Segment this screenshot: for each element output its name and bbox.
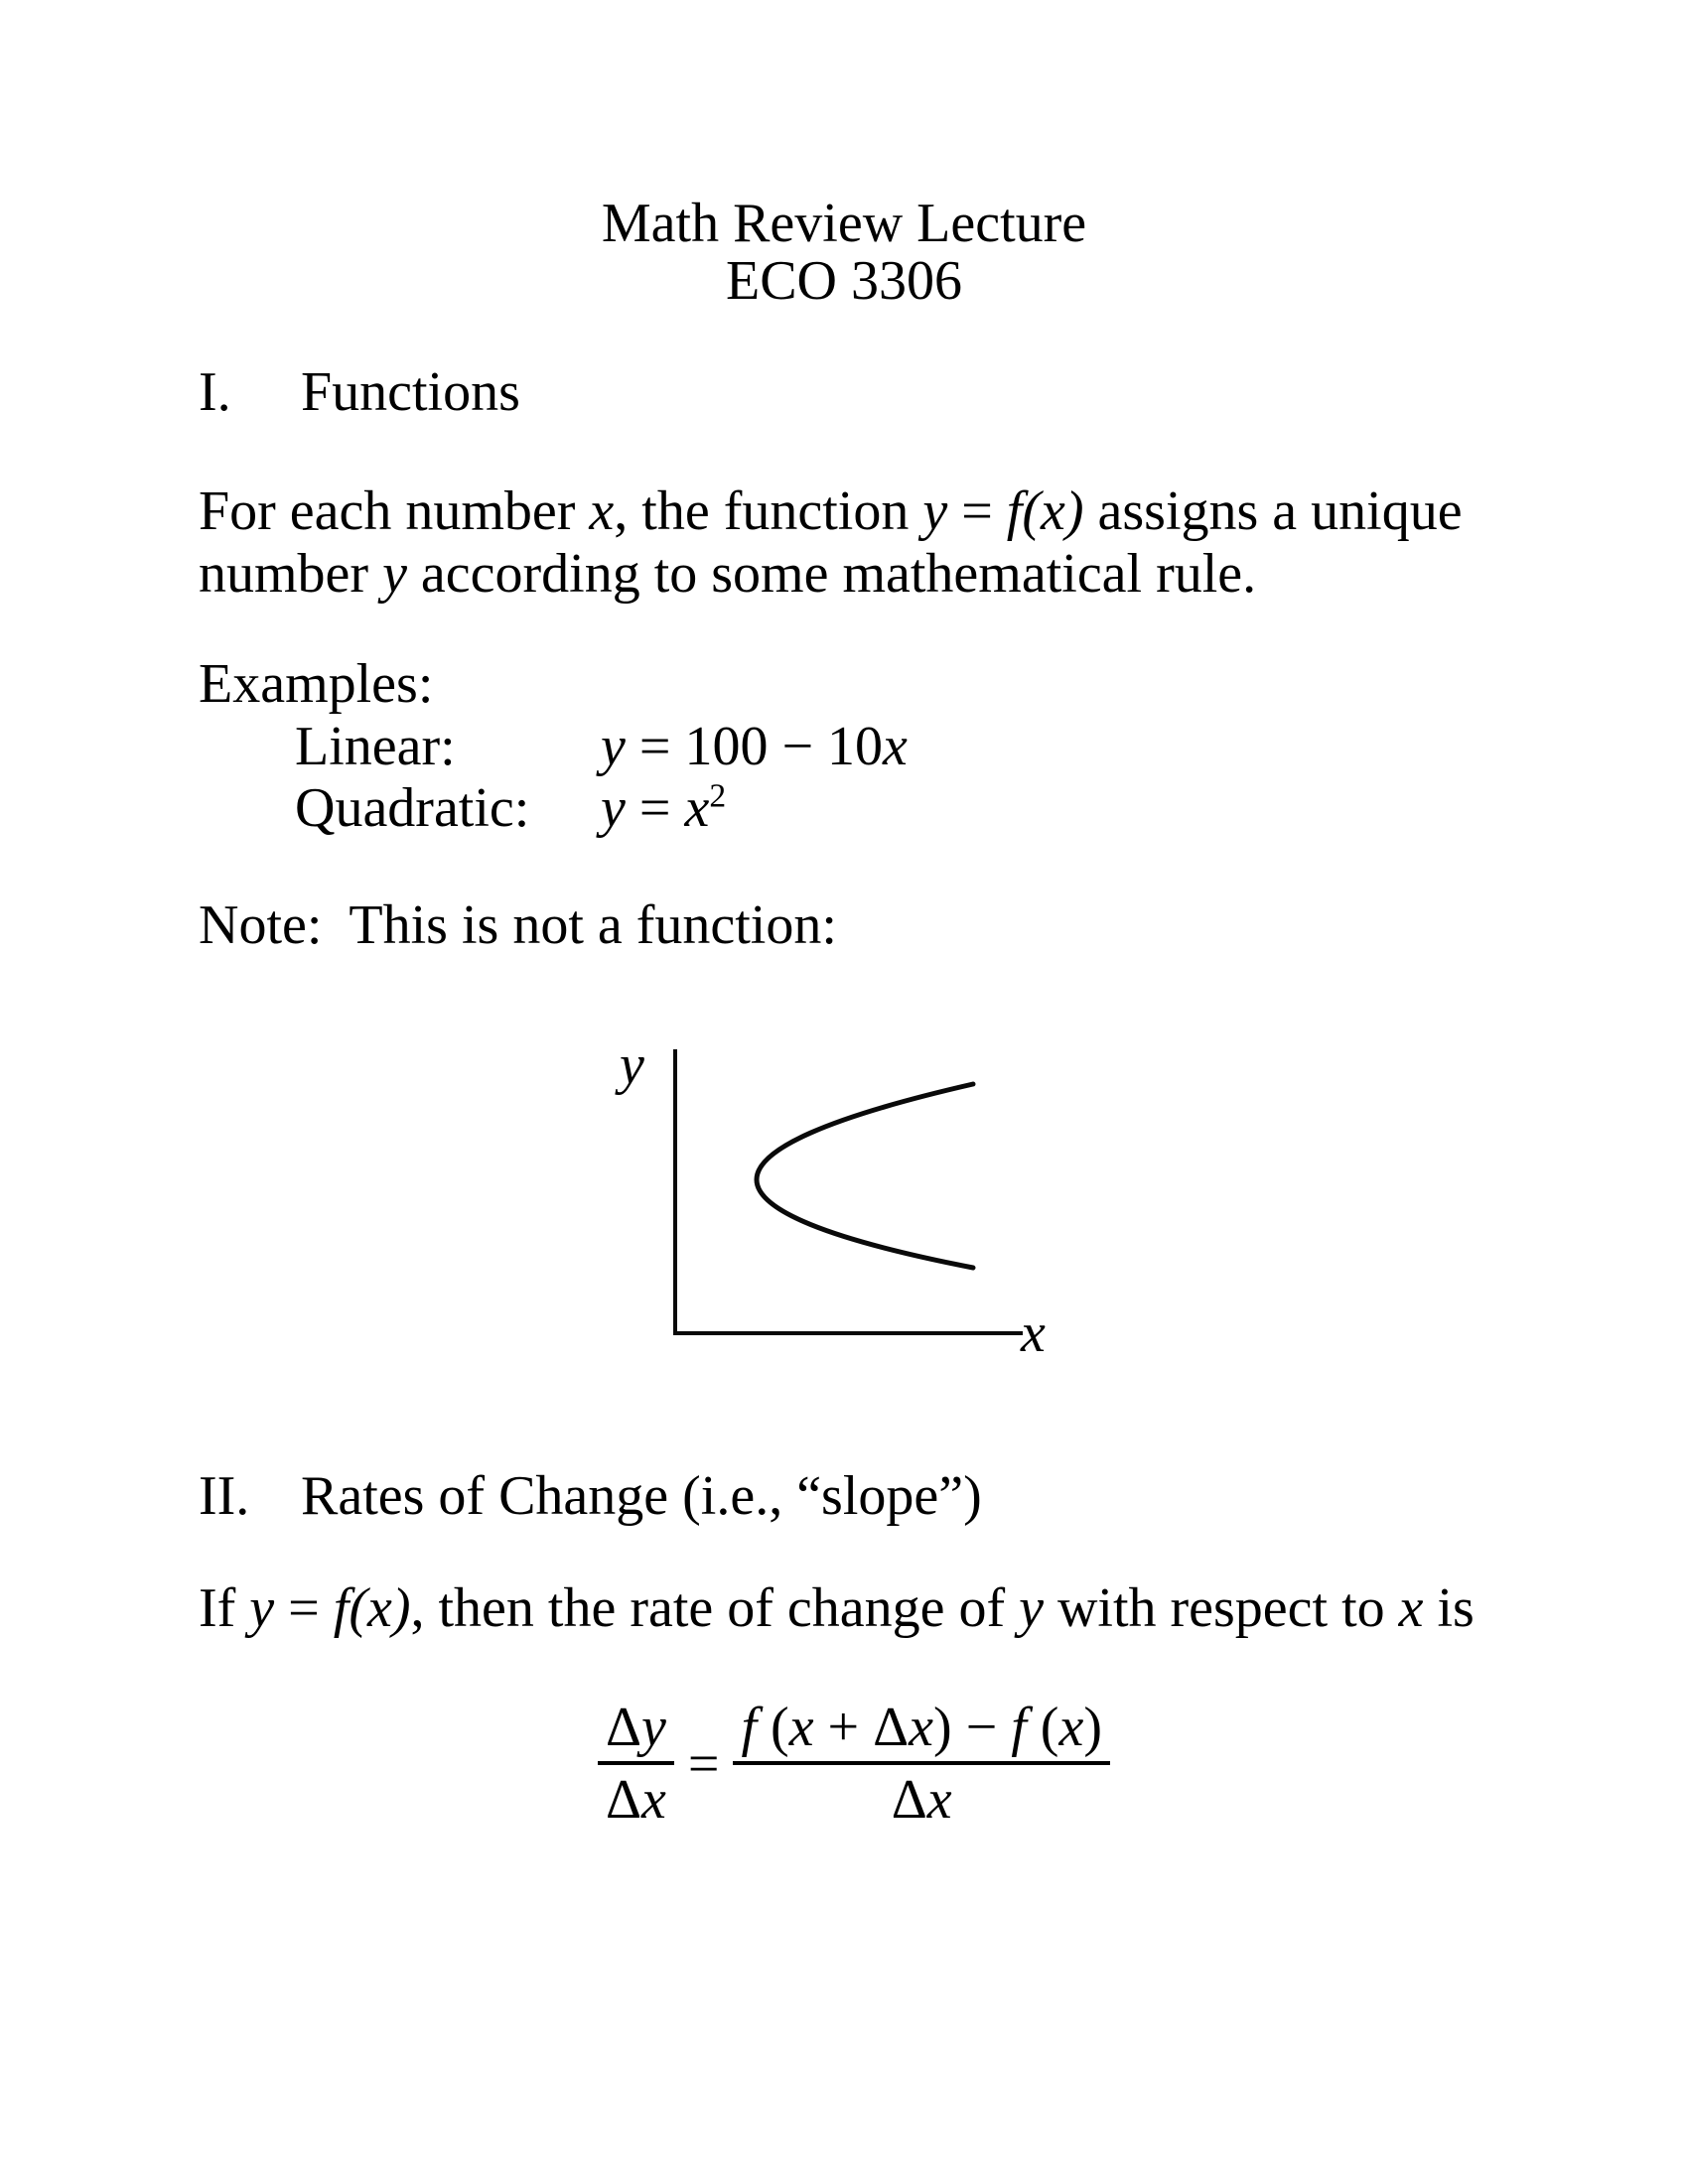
y-axis-line <box>673 1049 677 1335</box>
x-axis-line <box>673 1331 1023 1335</box>
example-quadratic-equation: $y = x^2$ <box>601 777 727 839</box>
example-quadratic-label: Quadratic: <box>295 777 530 839</box>
example-linear-label: Linear: <box>295 716 456 777</box>
fraction-numerator-fx: f (x + Δx) − f (x) <box>733 1697 1110 1765</box>
difference-quotient-fraction <box>733 1697 1110 1832</box>
x-axis-label: x <box>1021 1302 1046 1364</box>
not-a-function-graph <box>596 1032 1053 1370</box>
note-line: Note: This is not a function: <box>199 894 837 956</box>
document-title-line1: Math Review Lecture <box>601 193 1087 254</box>
section1-heading: Functions <box>301 361 520 423</box>
fraction-denominator-dx: Δx <box>606 1769 666 1831</box>
fraction-numerator-dy: Δy <box>598 1697 674 1765</box>
sideways-parabola-curve <box>596 1032 1053 1370</box>
paragraph1-line1: For each number x, the function y = f(x) assigns a unique <box>199 480 1463 542</box>
equals-sign: = <box>687 1732 720 1795</box>
y-axis-label: y <box>620 1034 644 1096</box>
examples-label: Examples: <box>199 653 434 715</box>
delta-y-over-delta-x-fraction <box>598 1697 674 1832</box>
paragraph2-line: If y = f(x), then the rate of change of y with respect to x is <box>199 1577 1475 1639</box>
section2-heading: Rates of Change (i.e., “slope”) <box>301 1465 982 1527</box>
fraction-denominator-dx2: Δx <box>891 1769 952 1831</box>
document-title-line2: ECO 3306 <box>726 250 962 312</box>
paragraph1-line2: number y according to some mathematical rule. <box>199 543 1257 605</box>
example-linear-equation: y = 100 − 10x <box>601 716 908 777</box>
section2-numeral: II. <box>199 1465 250 1527</box>
section1-numeral: I. <box>199 361 231 423</box>
difference-quotient-formula <box>598 1697 1110 1832</box>
